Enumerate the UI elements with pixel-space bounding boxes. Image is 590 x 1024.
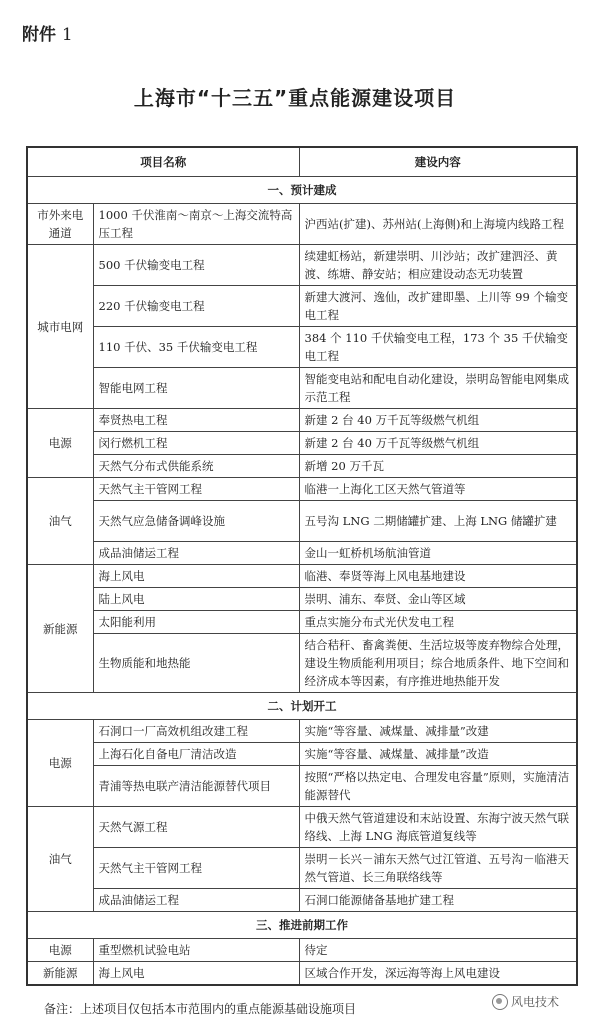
document-title: 上海市“十三五”重点能源建设项目 xyxy=(133,86,457,110)
project-name-cell: 太阳能利用 xyxy=(93,611,299,634)
table-header-row xyxy=(27,147,577,177)
project-name-cell: 成品油储运工程 xyxy=(93,542,299,565)
category-cell: 市外来电通道 xyxy=(27,204,93,245)
table-row xyxy=(27,939,577,962)
table-row xyxy=(27,286,577,327)
project-name-cell: 上海石化自备电厂清洁改造 xyxy=(93,743,299,766)
table-row xyxy=(27,720,577,743)
section-row xyxy=(27,177,577,204)
table-row xyxy=(27,432,577,455)
project-name-cell: 220 千伏输变电工程 xyxy=(93,286,299,327)
project-name-cell: 奉贤热电工程 xyxy=(93,409,299,432)
footnote: 备注：上述项目仅包括本市范围内的重点能源基础设施项目 xyxy=(44,1002,357,1016)
project-content-cell: 金山一虹桥机场航油管道 xyxy=(299,542,577,565)
header-content: 建设内容 xyxy=(299,147,577,177)
project-name-cell: 天然气应急储备调峰设施 xyxy=(93,501,299,542)
table-row xyxy=(27,565,577,588)
project-name-cell: 青浦等热电联产清洁能源替代项目 xyxy=(93,766,299,807)
category-cell: 电源 xyxy=(27,720,93,807)
table-row xyxy=(27,807,577,848)
project-content-cell: 新建 2 台 40 万千瓦等级燃气机组 xyxy=(299,409,577,432)
section-title: 三、推进前期工作 xyxy=(27,912,577,939)
category-cell: 新能源 xyxy=(27,962,93,986)
project-name-cell: 陆上风电 xyxy=(93,588,299,611)
table-row xyxy=(27,611,577,634)
table-body xyxy=(27,177,577,986)
section-title: 一、预计建成 xyxy=(27,177,577,204)
project-name-cell: 石洞口一厂高效机组改建工程 xyxy=(93,720,299,743)
project-content-cell: 结合秸秆、畜禽粪便、生活垃圾等废弃物综合处理，建设生物质能利用项目；综合地质条件、地下空间和经济成本等因素，有序推进地热能开发 xyxy=(299,634,577,693)
category-cell: 油气 xyxy=(27,478,93,565)
table-row xyxy=(27,204,577,245)
header-project-name: 项目名称 xyxy=(27,147,299,177)
table-row xyxy=(27,245,577,286)
project-name-cell: 闵行燃机工程 xyxy=(93,432,299,455)
project-content-cell: 中俄天然气管道建设和末站设置、东海宁波天然气联络线、上海 LNG 海底管道复线等 xyxy=(299,807,577,848)
project-content-cell: 五号沟 LNG 二期储罐扩建、上海 LNG 储罐扩建 xyxy=(299,501,577,542)
project-content-cell: 沪西站(扩建)、苏州站(上海侧)和上海境内线路工程 xyxy=(299,204,577,245)
project-name-cell: 天然气主干管网工程 xyxy=(93,478,299,501)
table-row xyxy=(27,743,577,766)
project-content-cell: 实施“等容量、减煤量、减排量”改建 xyxy=(299,720,577,743)
project-content-cell: 新建大渡河、逸仙，改扩建即墨、上川等 99 个输变电工程 xyxy=(299,286,577,327)
project-content-cell: 区域合作开发，深远海等海上风电建设 xyxy=(299,962,577,986)
project-name-cell: 成品油储运工程 xyxy=(93,889,299,912)
category-cell: 新能源 xyxy=(27,565,93,693)
project-content-cell: 重点实施分布式光伏发电工程 xyxy=(299,611,577,634)
table-row xyxy=(27,455,577,478)
project-name-cell: 天然气分布式供能系统 xyxy=(93,455,299,478)
category-cell: 城市电网 xyxy=(27,245,93,409)
project-content-cell: 智能变电站和配电自动化建设，崇明岛智能电网集成示范工程 xyxy=(299,368,577,409)
project-content-cell: 临港一上海化工区天然气管道等 xyxy=(299,478,577,501)
project-content-cell: 续建虹杨站，新建崇明、川沙站；改扩建泗泾、黄渡、练塘、静安站；相应建设动态无功装置 xyxy=(299,245,577,286)
section-row xyxy=(27,912,577,939)
table-row xyxy=(27,634,577,693)
project-content-cell: 临港、奉贤等海上风电基地建设 xyxy=(299,565,577,588)
category-cell: 电源 xyxy=(27,939,93,962)
attachment-number: 1 xyxy=(61,25,73,45)
table-row xyxy=(27,848,577,889)
section-row xyxy=(27,693,577,720)
project-name-cell: 天然气主干管网工程 xyxy=(93,848,299,889)
project-content-cell: 新建 2 台 40 万千瓦等级燃气机组 xyxy=(299,432,577,455)
table-row xyxy=(27,409,577,432)
table-row xyxy=(27,368,577,409)
project-name-cell: 500 千伏输变电工程 xyxy=(93,245,299,286)
category-cell: 电源 xyxy=(27,409,93,478)
projects-table xyxy=(26,146,578,986)
project-content-cell: 崇明、浦东、奉贤、金山等区域 xyxy=(299,588,577,611)
attachment-label xyxy=(22,20,73,45)
table-row xyxy=(27,542,577,565)
table-row xyxy=(27,962,577,986)
project-name-cell: 海上风电 xyxy=(93,565,299,588)
table-row xyxy=(27,588,577,611)
table-row xyxy=(27,327,577,368)
table-row xyxy=(27,766,577,807)
project-content-cell: 384 个 110 千伏输变电工程，173 个 35 千伏输变电工程 xyxy=(299,327,577,368)
section-title: 二、计划开工 xyxy=(27,693,577,720)
project-name-cell: 智能电网工程 xyxy=(93,368,299,409)
project-content-cell: 新增 20 万千瓦 xyxy=(299,455,577,478)
project-content-cell: 石洞口能源储备基地扩建工程 xyxy=(299,889,577,912)
project-content-cell: 按照“严格以热定电、合理发电容量”原则，实施清洁能源替代 xyxy=(299,766,577,807)
wechat-icon xyxy=(492,994,508,1010)
watermark-text: 风电技术 xyxy=(511,995,560,1009)
project-name-cell: 海上风电 xyxy=(93,962,299,986)
project-content-cell: 崇明－长兴－浦东天然气过江管道、五号沟－临港天然气管道、长三角联络线等 xyxy=(299,848,577,889)
table-row xyxy=(27,889,577,912)
project-name-cell: 1000 千伏淮南～南京～上海交流特高压工程 xyxy=(93,204,299,245)
watermark xyxy=(492,993,559,1010)
project-name-cell: 天然气源工程 xyxy=(93,807,299,848)
project-name-cell: 110 千伏、35 千伏输变电工程 xyxy=(93,327,299,368)
project-name-cell: 重型燃机试验电站 xyxy=(93,939,299,962)
category-cell: 油气 xyxy=(27,807,93,912)
attachment-text: 附件 xyxy=(22,25,56,45)
project-content-cell: 待定 xyxy=(299,939,577,962)
project-content-cell: 实施“等容量、减煤量、减排量”改造 xyxy=(299,743,577,766)
project-name-cell: 生物质能和地热能 xyxy=(93,634,299,693)
table-row xyxy=(27,501,577,542)
table-row xyxy=(27,478,577,501)
